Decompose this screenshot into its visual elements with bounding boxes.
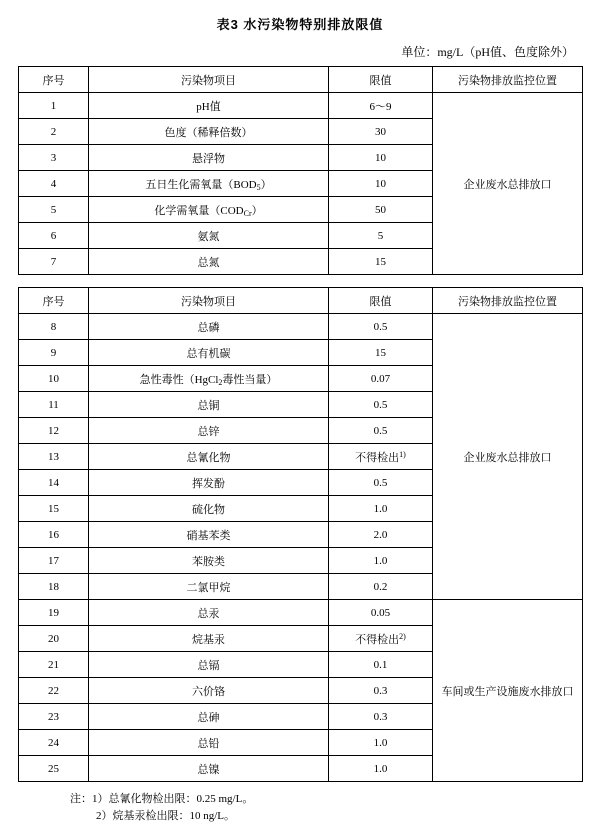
column-header-no: 序号 bbox=[19, 288, 89, 314]
cell-item: 总铅 bbox=[89, 730, 329, 756]
cell-limit: 5 bbox=[329, 223, 433, 249]
cell-item: 总砷 bbox=[89, 704, 329, 730]
cell-item: 硫化物 bbox=[89, 496, 329, 522]
cell-item: 急性毒性（HgCl2毒性当量） bbox=[89, 366, 329, 392]
cell-limit: 0.2 bbox=[329, 574, 433, 600]
cell-item: 化学需氧量（CODCr） bbox=[89, 197, 329, 223]
cell-no: 1 bbox=[19, 93, 89, 119]
table-notes bbox=[70, 791, 582, 825]
table-row bbox=[19, 93, 583, 119]
cell-limit: 0.07 bbox=[329, 366, 433, 392]
table-row bbox=[19, 600, 583, 626]
cell-limit: 1.0 bbox=[329, 548, 433, 574]
cell-item: 挥发酚 bbox=[89, 470, 329, 496]
cell-no: 12 bbox=[19, 418, 89, 444]
cell-limit: 0.1 bbox=[329, 652, 433, 678]
cell-no: 2 bbox=[19, 119, 89, 145]
cell-limit: 1.0 bbox=[329, 730, 433, 756]
cell-item: 氨氮 bbox=[89, 223, 329, 249]
cell-limit: 10 bbox=[329, 145, 433, 171]
cell-limit: 不得检出$^{2)}$ bbox=[329, 626, 433, 652]
cell-position: 企业废水总排放口 bbox=[433, 314, 583, 600]
cell-limit: 2.0 bbox=[329, 522, 433, 548]
cell-item: pH值 bbox=[89, 93, 329, 119]
cell-item: 烷基汞 bbox=[89, 626, 329, 652]
cell-no: 16 bbox=[19, 522, 89, 548]
cell-no: 3 bbox=[19, 145, 89, 171]
cell-item: 总氮 bbox=[89, 249, 329, 275]
cell-item: 总氰化物 bbox=[89, 444, 329, 470]
cell-no: 13 bbox=[19, 444, 89, 470]
cell-item: 硝基苯类 bbox=[89, 522, 329, 548]
notes-label: 注： bbox=[70, 793, 92, 805]
cell-item: 二氯甲烷 bbox=[89, 574, 329, 600]
note-line-1 bbox=[70, 791, 582, 808]
unit-note: 单位：mg/L（pH值、色度除外） bbox=[401, 45, 574, 59]
cell-limit: 0.3 bbox=[329, 704, 433, 730]
column-header-position: 污染物排放监控位置 bbox=[433, 67, 583, 93]
cell-item: 五日生化需氧量（BOD5） bbox=[89, 171, 329, 197]
cell-limit: 50 bbox=[329, 197, 433, 223]
cell-item: 悬浮物 bbox=[89, 145, 329, 171]
note-item-2: 2）烷基汞检出限：10 ng/L。 bbox=[96, 810, 236, 823]
cell-no: 25 bbox=[19, 756, 89, 782]
cell-limit: 不得检出$^{1)}$ bbox=[329, 444, 433, 470]
cell-limit: 15 bbox=[329, 340, 433, 366]
cell-limit: 6～9 bbox=[329, 93, 433, 119]
cell-no: 19 bbox=[19, 600, 89, 626]
cell-item: 总磷 bbox=[89, 314, 329, 340]
cell-no: 14 bbox=[19, 470, 89, 496]
cell-no: 5 bbox=[19, 197, 89, 223]
note-item-1: 1）总氰化物检出限：0.25 mg/L。 bbox=[92, 793, 254, 805]
cell-item: 总镍 bbox=[89, 756, 329, 782]
pollutant-limits-table-part1 bbox=[18, 66, 583, 275]
column-header-no: 序号 bbox=[19, 67, 89, 93]
cell-no: 18 bbox=[19, 574, 89, 600]
cell-no: 21 bbox=[19, 652, 89, 678]
table-header-row bbox=[19, 67, 583, 93]
pollutant-limits-table-part2 bbox=[18, 287, 583, 782]
cell-no: 24 bbox=[19, 730, 89, 756]
column-header-item: 污染物项目 bbox=[89, 67, 329, 93]
cell-item: 总铜 bbox=[89, 392, 329, 418]
column-header-item: 污染物项目 bbox=[89, 288, 329, 314]
cell-item: 总有机碳 bbox=[89, 340, 329, 366]
cell-no: 6 bbox=[19, 223, 89, 249]
cell-item: 总汞 bbox=[89, 600, 329, 626]
cell-limit: 30 bbox=[329, 119, 433, 145]
cell-no: 8 bbox=[19, 314, 89, 340]
page-title: 表3 水污染物特别排放限值 bbox=[216, 17, 384, 32]
cell-limit: 0.3 bbox=[329, 678, 433, 704]
cell-limit: 0.05 bbox=[329, 600, 433, 626]
cell-item: 苯胺类 bbox=[89, 548, 329, 574]
cell-position: 企业废水总排放口 bbox=[433, 93, 583, 275]
cell-no: 9 bbox=[19, 340, 89, 366]
cell-limit: 0.5 bbox=[329, 392, 433, 418]
cell-limit: 1.0 bbox=[329, 756, 433, 782]
cell-item: 总镉 bbox=[89, 652, 329, 678]
cell-item: 色度（稀释倍数） bbox=[89, 119, 329, 145]
cell-limit: 15 bbox=[329, 249, 433, 275]
cell-no: 22 bbox=[19, 678, 89, 704]
cell-limit: 0.5 bbox=[329, 470, 433, 496]
cell-no: 20 bbox=[19, 626, 89, 652]
cell-limit: 0.5 bbox=[329, 314, 433, 340]
column-header-position: 污染物排放监控位置 bbox=[433, 288, 583, 314]
cell-no: 11 bbox=[19, 392, 89, 418]
cell-limit: 1.0 bbox=[329, 496, 433, 522]
cell-no: 10 bbox=[19, 366, 89, 392]
cell-item: 六价铬 bbox=[89, 678, 329, 704]
cell-limit: 10 bbox=[329, 171, 433, 197]
cell-item: 总锌 bbox=[89, 418, 329, 444]
cell-no: 17 bbox=[19, 548, 89, 574]
cell-no: 15 bbox=[19, 496, 89, 522]
column-header-limit: 限值 bbox=[329, 288, 433, 314]
column-header-limit: 限值 bbox=[329, 67, 433, 93]
cell-limit: 0.5 bbox=[329, 418, 433, 444]
cell-no: 7 bbox=[19, 249, 89, 275]
table-gap bbox=[18, 275, 582, 287]
note-line-2 bbox=[70, 808, 582, 825]
cell-no: 4 bbox=[19, 171, 89, 197]
table-header-row bbox=[19, 288, 583, 314]
cell-position: 车间或生产设施废水排放口 bbox=[433, 600, 583, 782]
table-row bbox=[19, 314, 583, 340]
cell-no: 23 bbox=[19, 704, 89, 730]
